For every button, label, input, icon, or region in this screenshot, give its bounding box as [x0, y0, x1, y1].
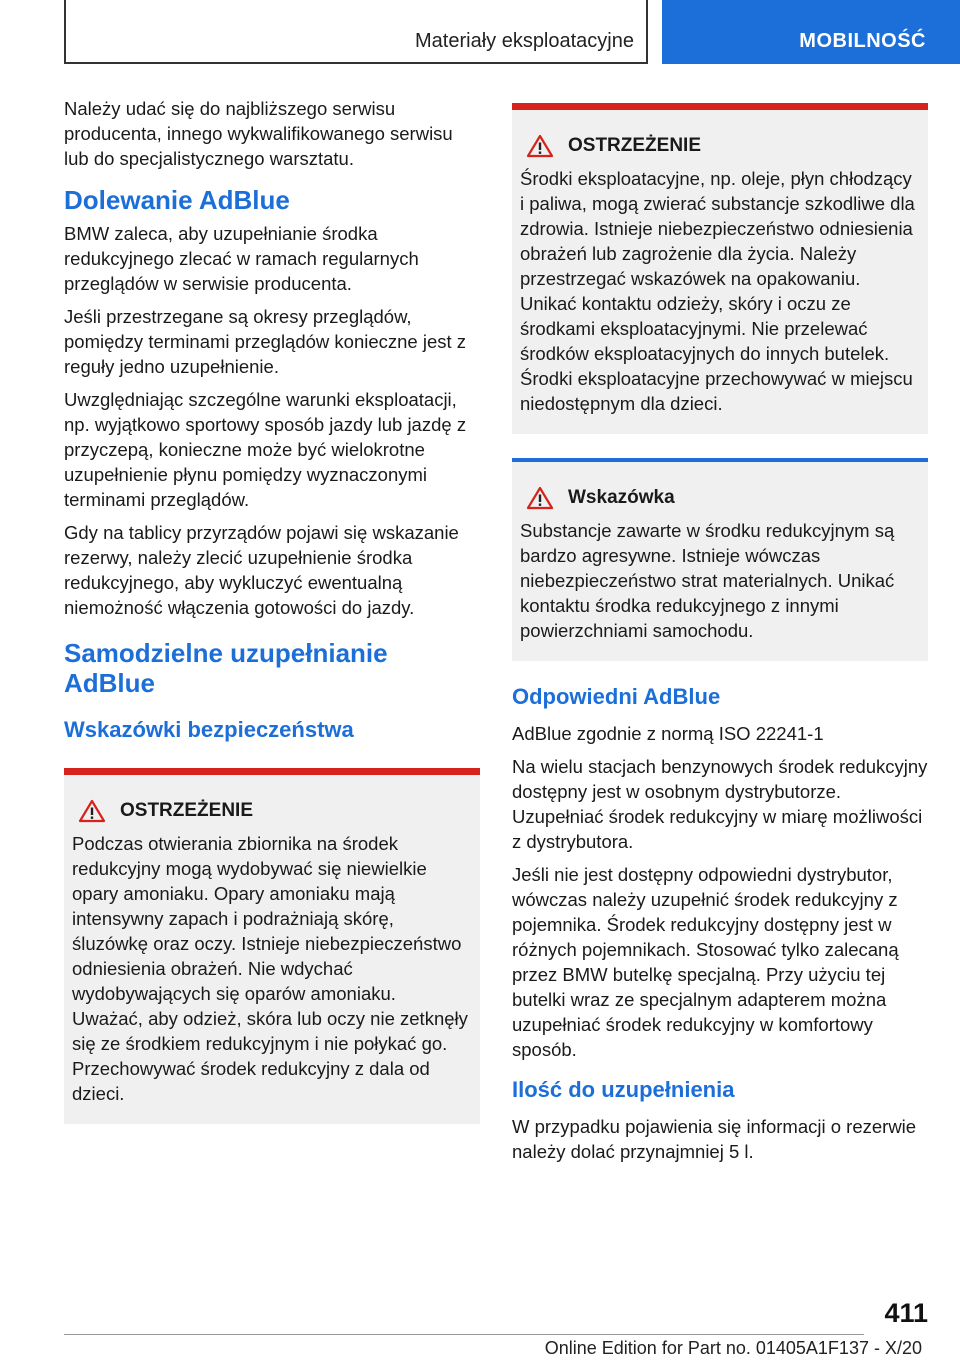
intro-paragraph: Należy udać się do najbliższego serwisu producenta, innego wykwalifikowanego serwisu lub do specjalistycznego warsztatu.	[64, 98, 453, 169]
header-section-tab	[64, 0, 648, 64]
note-title: Wskazówka	[568, 487, 675, 508]
heading-ilosc: Ilość do uzupełnienia	[512, 1077, 735, 1102]
note-box-title	[520, 486, 918, 510]
edition-note: Online Edition for Part no. 01405A1F137 - X/20	[544, 1338, 922, 1358]
warning-triangle-icon	[526, 134, 554, 158]
note-text: Substancje zawarte w środku redukcyjnym są bardzo agresywne. Istnieje wówczas niebezpieczeństwo strat materialnych. Unikać kontaktu środka redukcyjnego z innymi powierzchniami samochodu.	[520, 520, 895, 641]
warning-triangle-icon	[526, 486, 554, 510]
right-column	[512, 96, 928, 1172]
left-column	[64, 96, 480, 1146]
page-number: 411	[884, 1298, 928, 1328]
warning-title: OSTRZEŻENIE	[568, 135, 702, 156]
paragraph: W przypadku pojawienia się informacji o rezerwie należy dolać przynajmniej 5 l.	[512, 1116, 917, 1162]
header-section-title: Materiały eksploatacyjne	[415, 30, 634, 52]
paragraph: Jeśli przestrzegane są okresy przeglądów, pomiędzy terminami przeglądów konieczne jest z reguły jedno uzupełnienie.	[64, 306, 467, 377]
heading-dolewanie: Dolewanie AdBlue	[64, 185, 290, 215]
page-header	[0, 0, 960, 66]
warning-text: Podczas otwierania zbiornika na środek redukcyjny mogą wydobywać się niewielkie opary amoniaku. Opary amoniaku mają intensywny zapach i podrażniają skórę, śluzówkę oraz oczy. Istnieje niebezpieczeństwo odniesienia obrażeń. Nie wdychać wydobywających się oparów amoniaku. Uważać, aby odzież, skóra lub oczy nie zetknęły się ze środkiem redukcyjnym i nie połykać go. Przechowywać środek redukcyjny z dala od dzieci.	[72, 833, 468, 1104]
paragraph: Na wielu stacjach benzynowych środek redukcyjny dostępny jest w osobnym dystrybutorze. Uzupełniać środek redukcyjny w miarę możliwości z dystrybutora.	[512, 756, 928, 852]
paragraph: Gdy na tablicy przyrządów pojawi się wskazanie rezerwy, należy zlecić uzupełnienie środka redukcyjnego, aby wykluczyć ewentualną niemożność włączenia gotowości do jazdy.	[64, 522, 459, 618]
page-footer	[0, 1290, 960, 1362]
warning-box	[512, 103, 928, 434]
warning-box-title	[520, 134, 918, 158]
paragraph: BMW zaleca, aby uzupełnianie środka redukcyjnego zlecać w ramach regularnych przeglądów w serwisie producenta.	[64, 223, 419, 294]
heading-wskazowki: Wskazówki bezpieczeństwa	[64, 717, 354, 742]
warning-text: Środki eksploatacyjne, np. oleje, płyn chłodzący i paliwa, mogą zwierać substancje szkodliwe dla zdrowia. Istnieje niebezpieczeństwo odniesienia obrażeń lub zagrożenie dla życia. Należy przestrzegać wskazówek na opakowaniu. Unikać kontaktu odzieży, skóry i oczu ze środkami eksploatacyjnymi. Nie przelewać środków eksploatacyjnych do innych butelek. Środki eksploatacyjne przechowywać w miejscu niedostępnym dla dzieci.	[520, 168, 915, 414]
paragraph: Uwzględniając szczególne warunki eksploatacji, np. wyjątkowo sportowy sposób jazdy lub jazdę z przyczepą, konieczne może być wielokrotne uzupełnienie płynu pomiędzy wyznaczonymi terminami przeglądów.	[64, 389, 467, 510]
footer-divider	[64, 1334, 864, 1335]
paragraph: Jeśli nie jest dostępny odpowiedni dystrybutor, wówczas należy uzupełnić środek redukcyjny z pojemnika. Środek redukcyjny dostępny jest w różnych pojemnikach. Stosować tylko zalecaną przez BMW butelkę specjalną. Przy użyciu tej butelki wraz ze specjalnym adapterem można uzupełniać środek redukcyjny w komfortowy sposób.	[512, 864, 899, 1060]
warning-triangle-icon	[78, 799, 106, 823]
header-chapter-tab	[662, 0, 960, 64]
warning-title: OSTRZEŻENIE	[120, 800, 254, 821]
paragraph: AdBlue zgodnie z normą ISO 22241-1	[512, 723, 824, 744]
heading-samodzielne: Samodzielne uzupełnianie AdBlue	[64, 638, 388, 698]
heading-odpowiedni: Odpowiedni AdBlue	[512, 684, 721, 709]
warning-box	[64, 768, 480, 1124]
warning-box-title	[72, 799, 470, 823]
header-chapter-title: MOBILNOŚĆ	[799, 30, 926, 52]
note-box	[512, 458, 928, 661]
